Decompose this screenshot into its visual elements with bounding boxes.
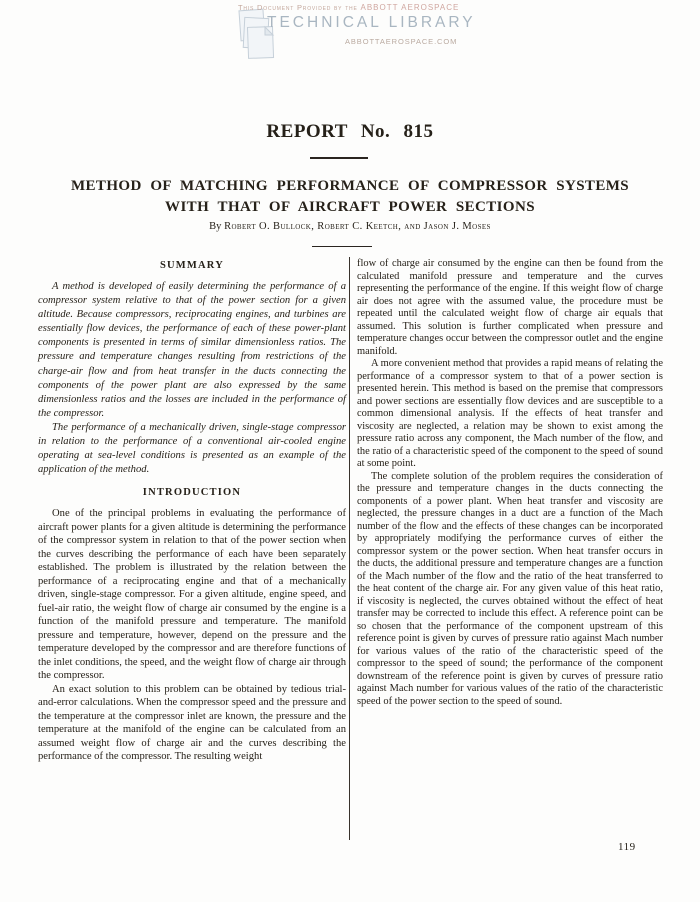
report-title-line2: WITH THAT OF AIRCRAFT POWER SECTIONS: [165, 199, 535, 215]
body-paragraph: An exact solution to this problem can be obtained by tedious trial-and-error calculations. When the compressor speed and the pressure and the temperature at the compressor inlet are known, the pressure and the temperature at the manifold of the engine can be calculated from an assumed weight flow of charge air and the curves describing the performance of the compressor. The resulting weight: [38, 683, 346, 763]
introduction-heading: INTRODUCTION: [142, 487, 242, 499]
title-divider-rule: [310, 157, 368, 159]
body-paragraph: A more convenient method that provides a rapid means of relating the performance of a compressor system to that of a power section is presented herein. This method is based on the premise that compressors and power sections are essentially flow devices and are susceptible to a common dimensional analysis. If the effects of heat transfer and viscosity are neglected, a relation may be shown to exist among the pressure ratio across any component, the Mach number of the flow, and the ratio of a characteristic speed of the component to the speed of sound at some point.: [357, 358, 663, 469]
watermark-provided-line: [238, 3, 459, 12]
body-paragraph: One of the principal problems in evaluating the performance of aircraft power plants for a given altitude is determining the performance of the compressor system in relation to that of the power section when the curves describing the performance of each have been separately established. The problem is illustrated by the relation between the performance of a reciprocating engine and that of a mechanically driven, single-stage compressor. For a given altitude, engine speed, and fuel-air ratio, the weight flow of charge air consumed by the engine is a function of the manifold pressure and temperature. The manifold pressure and temperature, however, depend on the pressure and the temperature developed by the compressor and are therefore functions of the inlet conditions, the speed, and the weight flow of charge air through the compressor.: [38, 508, 346, 682]
watermark-brand-text: ABBOTT AEROSPACE: [360, 3, 460, 12]
column-divider-rule: [349, 257, 350, 840]
report-title: [0, 176, 700, 218]
byline-divider-rule: [312, 246, 372, 247]
watermark-provided-text: This Document Provided by the: [238, 3, 358, 12]
byline-prefix: By: [209, 221, 222, 232]
summary-heading: SUMMARY: [159, 260, 225, 271]
report-title-line1: METHOD OF MATCHING PERFORMANCE OF COMPRESSOR SYSTEMS: [70, 178, 630, 194]
summary-paragraph: A method is developed of easily determining the performance of a compressor system relative to that of the power section for a given altitude. Because compressors, reciprocating engines, and turbines are essentially flow devices, the performance of each of these power-plant components is presented in terms of similar dimensionless ratios. The pressure and temperature changes resulting from restrictions of the charge-air flow and from heat transfer in the ducts connecting the components of the power plant are also expressed by the same dimensionless ratios and the losses are included in the performance of the compressor.: [38, 281, 346, 419]
summary-paragraph: The performance of a mechanically driven, single-stage compressor in relation to the performance of a conventional air-cooled engine operating at sea-level conditions is presented as an example of the application of the method.: [38, 421, 346, 476]
body-paragraph: The complete solution of the problem requires the consideration of the pressure and temperature changes in the ducts connecting the components of a power plant. When heat transfer and viscosity are neglected, the pressure changes in a duct are a function of the Mach number of the flow and the effects of these changes can be incorporated by appropriately modifying the performance curves of either the compressor system or the power section. When heat transfer occurs in the ducts, the additional pressure and temperature changes are a function of the Mach number of the flow and the ratio of the heat transferred to the heat content of the charge air. For any given value of this heat ratio, if viscosity is neglected, the curves obtained without the effect of heat transfer may be corrected to include this effect. A reference point can be so chosen that the performance of the component upstream of this reference point is given by curves of pressure ratio against Mach number for various values of the ratio of the characteristic speed of the compressor to the speed of sound; the performance of the component downstream of the reference point is given by curves of pressure ratio against Mach number for various values of the ratio of the characteristic speed of the power section to the speed of sound.: [357, 470, 663, 707]
page-number: 119: [618, 841, 636, 853]
watermark-library-title: TECHNICAL LIBRARY: [267, 14, 476, 31]
watermark-site-url: ABBOTTAEROSPACE.COM: [345, 37, 458, 46]
byline: [0, 221, 700, 232]
left-column: [38, 258, 346, 764]
body-paragraph: flow of charge air consumed by the engine can then be found from the calculated manifold pressure and temperature and the curves representing the performance of the engine. If this weight flow of charge air does not agree with the assumed value, the procedure must be repeated until the calculated weight flow of charge air equals that assumed. This solution is further complicated when pressure and temperature changes occur between the compressor outlet and the engine manifold.: [357, 258, 663, 357]
report-number: REPORT No. 815: [266, 121, 434, 142]
byline-authors: Robert O. Bullock, Robert C. Keetch, and Jason J. Moses: [224, 221, 491, 232]
right-column: [357, 258, 663, 708]
